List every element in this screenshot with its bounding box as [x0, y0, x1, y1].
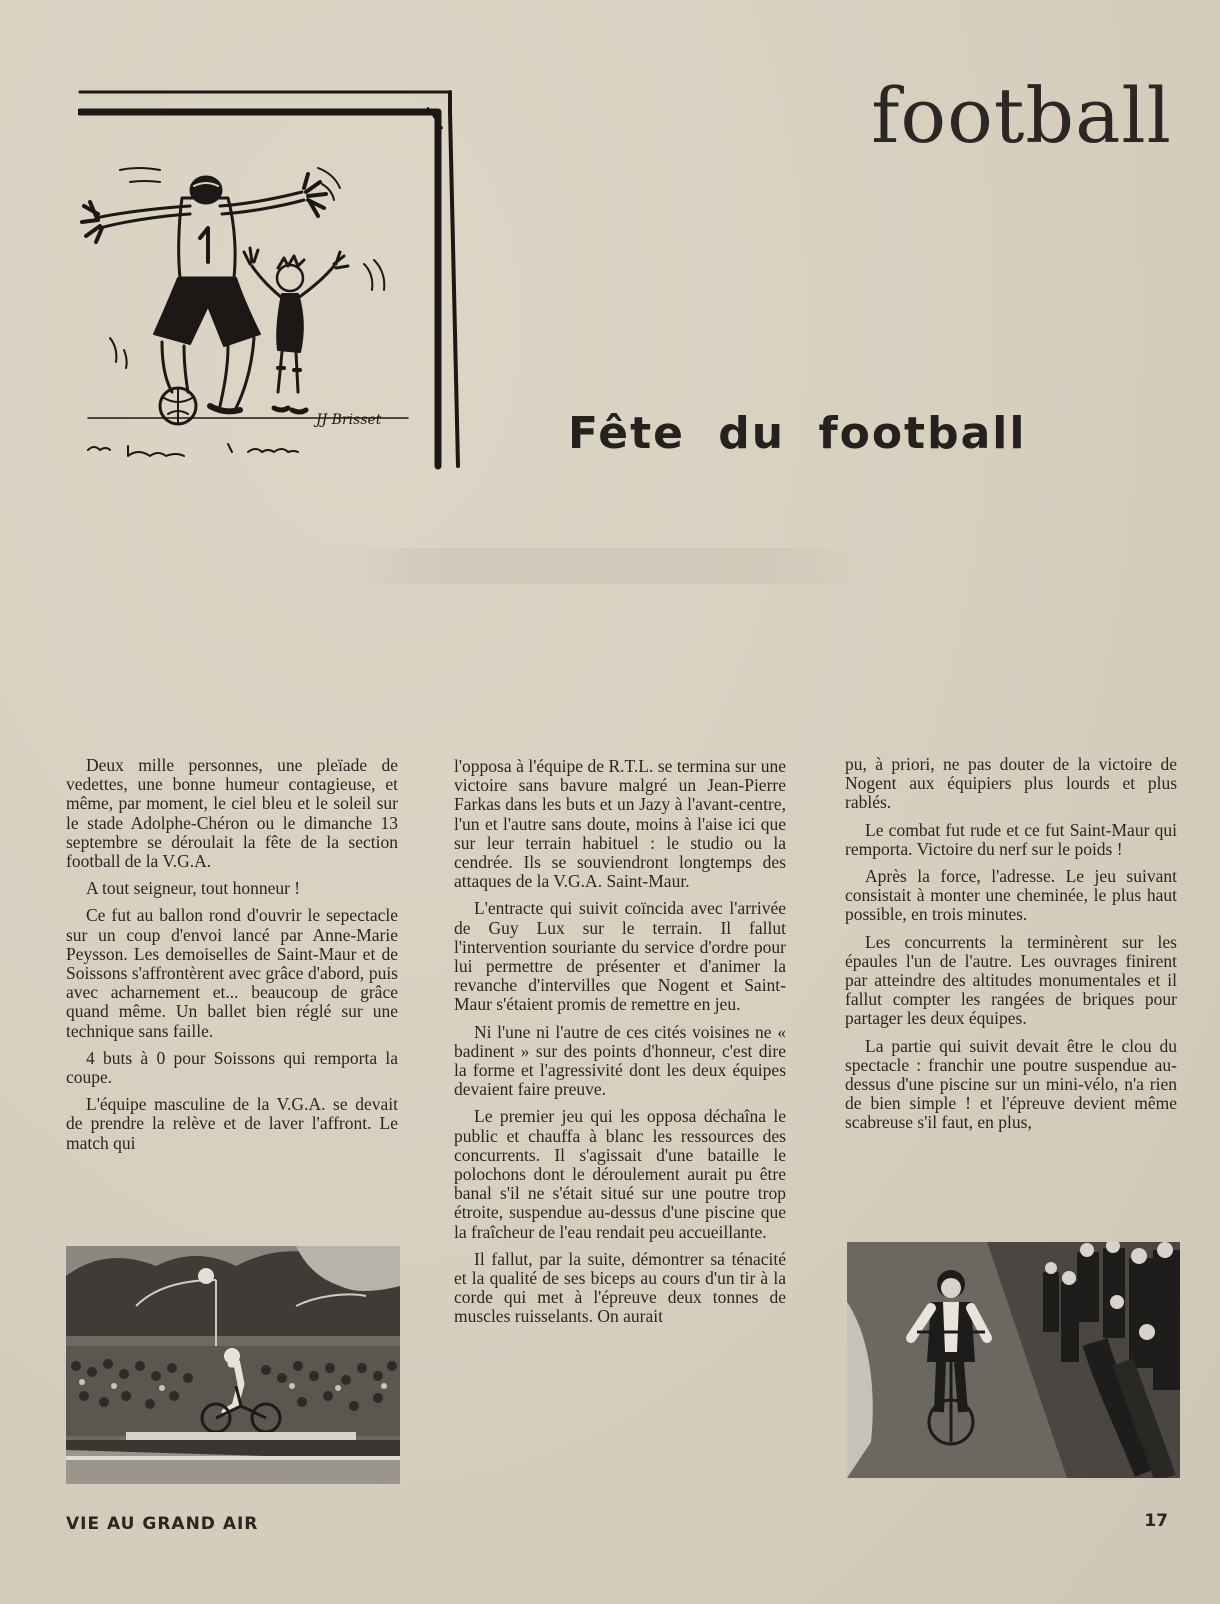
goalkeeper-cartoon [78, 88, 478, 480]
cartoon-signature: JJ Brisset [316, 412, 382, 428]
photo-cyclist-crowd [847, 1242, 1180, 1478]
magazine-name: VIE AU GRAND AIR [66, 1514, 259, 1534]
paragraph: Ni l'une ni l'autre de ces cités voisines ne « badinent » sur des points d'honneur, c'est dire la forme et l'agressivité dont les deux équipes devaient faire preuve. [454, 1021, 786, 1100]
page-number: 17 [1144, 1511, 1168, 1531]
show-through-shadow [340, 548, 860, 584]
paragraph: La partie qui suivit devait être le clou du spectacle : franchir une poutre suspendue au-dessus d'une piscine sur un mini-vélo, n'a rien de bien simple ! et l'épreuve devient même scabreuse s'il faut, en plus, [845, 1035, 1177, 1133]
article-column-1 [66, 756, 398, 1161]
paragraph: Il fallut, par la suite, démontrer sa ténacité et la qualité de ses biceps au cours d'un tir à la corde qui met à l'épreuve deux tonnes de muscles ruisselants. On aurait [454, 1248, 786, 1327]
paragraph: L'équipe masculine de la V.G.A. se devait de prendre la relève et de laver l'affront. Le match qui [66, 1094, 398, 1153]
paragraph: l'opposa à l'équipe de R.T.L. se termina sur une victoire sans bavure malgré un Jean-Pierre Farkas dans les buts et un Jazy à l'avant-centre, l'un et l'autre sans doute, moins à l'aise ici que sur leur terrain habituel : le studio ou la cendrée. Ils se souviendront longtemps des attaques de la V.G.A. Saint-Maur. [454, 756, 786, 892]
paragraph: Deux mille personnes, une pleïade de vedettes, une bonne humeur contagieuse, et même, par moment, le ciel bleu et le soleil sur le stade Adolphe-Chéron ou le dimanche 13 septembre se déroulait la fête de la section football de la V.G.A. [66, 755, 398, 872]
article-column-2 [454, 757, 786, 1335]
paragraph: pu, à priori, ne pas douter de la victoire de Nogent aux équipiers plus lourds et plus rablés. [845, 754, 1177, 813]
paragraph: Ce fut au ballon rond d'ouvrir le sepectacle sur un coup d'envoi lancé par Anne-Marie Peysson. Les demoiselles de Saint-Maur et de Soissons s'affrontèrent avec grâce d'abord, puis avec acharnement et... beaucoup de grâce quand même. Un ballet bien réglé sur une technique sans faille. [66, 905, 398, 1041]
paragraph: 4 buts à 0 pour Soissons qui remporta la coupe. [66, 1047, 398, 1088]
paragraph: Les concurrents la terminèrent sur les épaules l'un de l'autre. Les ouvrages finirent par atteindre des altitudes monumentales et il fallut compter les rangées de briques pour partager les deux équipes. [845, 931, 1177, 1029]
photo-cyclist-over-pool [66, 1246, 400, 1484]
paragraph: Le combat fut rude et ce fut Saint-Maur qui remporta. Victoire du nerf sur le poids ! [845, 819, 1177, 859]
paragraph: L'entracte qui suivit coïncida avec l'arrivée de Guy Lux sur le terrain. Il fallut l'intervention souriante du service d'ordre pour lui permettre de présenter et d'animer la revanche d'intervilles que Nogent et Saint-Maur s'étaient promis de remettre en jeu. [454, 898, 786, 1015]
section-title: football [871, 71, 1172, 160]
paragraph: Après la force, l'adresse. Le jeu suivant consistait à monter une cheminée, le plus haut possible, en trois minutes. [845, 866, 1177, 925]
paragraph: Le premier jeu qui les opposa déchaîna le public et chauffa à blanc les ressources des concurrents. Il s'agissait d'une bataille le polochons dont le déroulement aurait pu être banal s'il ne s'était situé sur une poutre trop étroite, suspendue au-dessus d'une piscine que la fraîcheur de l'eau rendait peu accueillante. [454, 1106, 786, 1242]
paragraph: A tout seigneur, tout honneur ! [86, 878, 301, 899]
article-column-3 [845, 755, 1177, 1141]
headline: Fête du football [568, 408, 1027, 459]
